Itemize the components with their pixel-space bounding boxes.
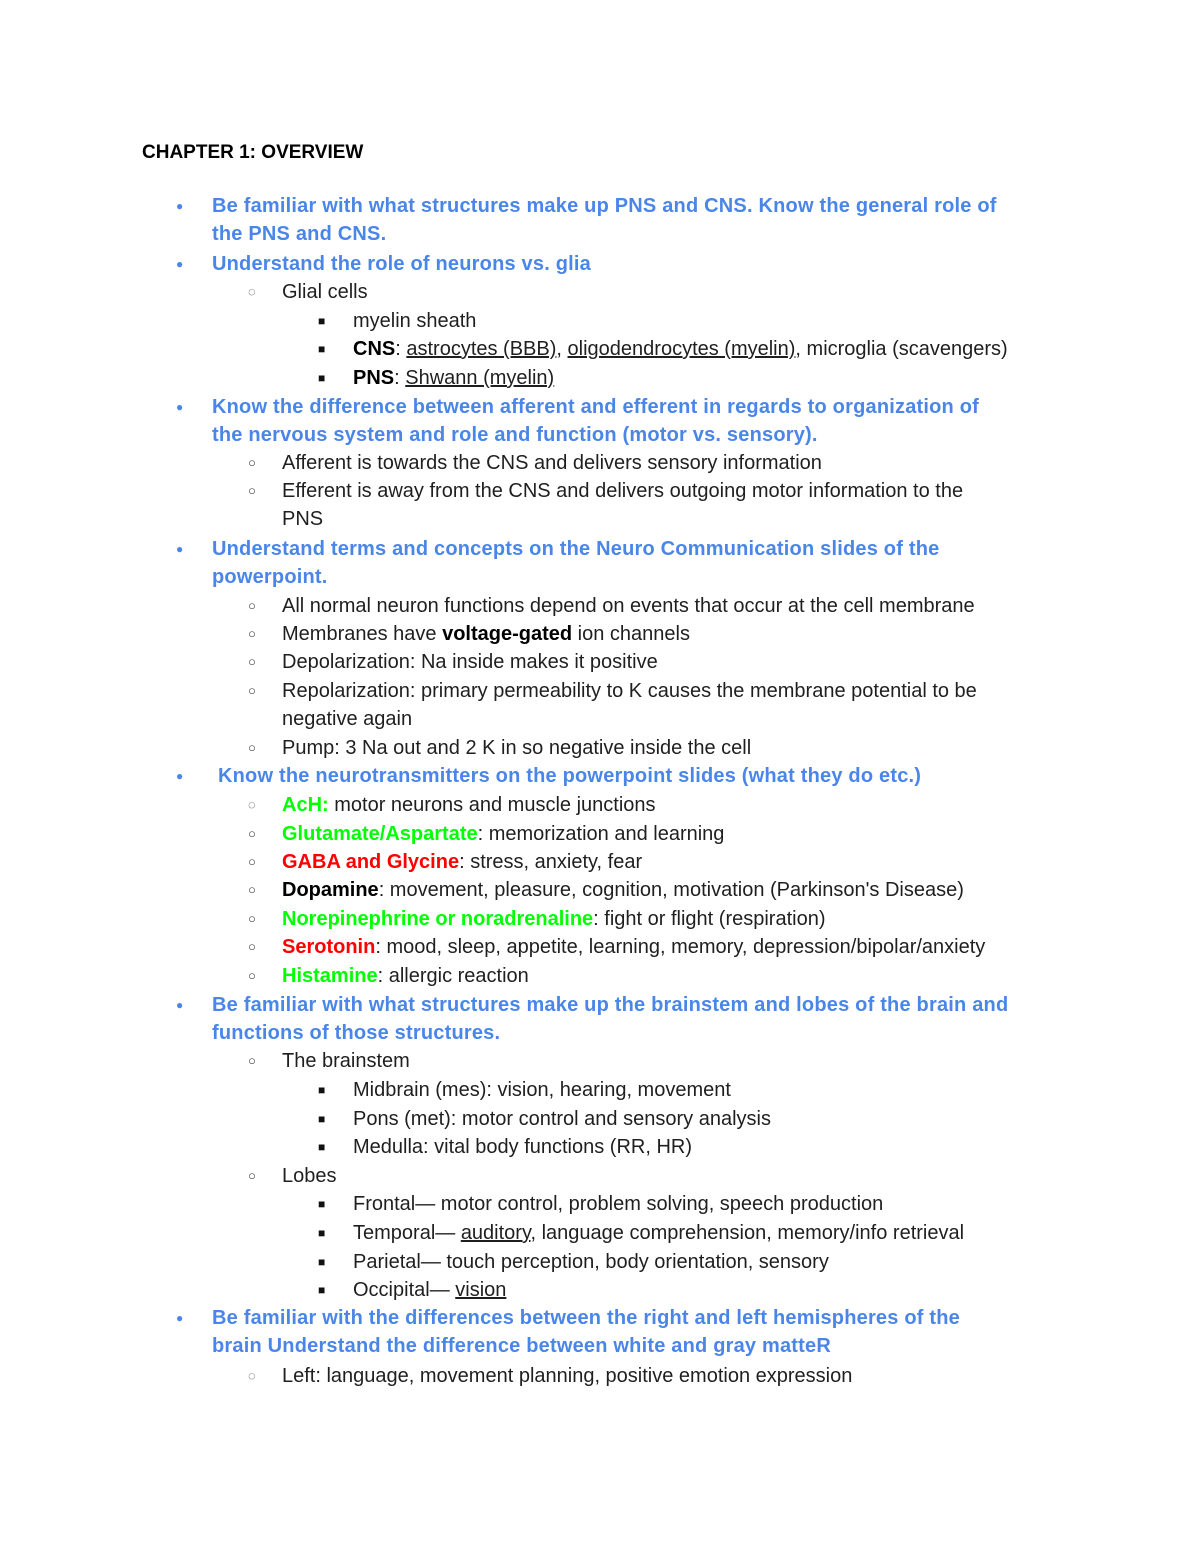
list-item-depolarization: Depolarization: Na inside makes it positive xyxy=(282,651,658,673)
circle-bullet-icon: ○ xyxy=(248,683,256,698)
gaba-desc: : stress, anxiety, fear xyxy=(459,851,643,873)
heading-neuro-communication-line2: powerpoint. xyxy=(212,566,328,588)
auditory-text: auditory xyxy=(460,1222,531,1244)
list-item-midbrain: Midbrain (mes): vision, hearing, movement xyxy=(353,1079,731,1101)
shwann-text: Shwann (myelin) xyxy=(405,367,555,389)
temporal-prefix: Temporal— xyxy=(353,1222,461,1244)
list-item-parietal: Parietal— touch perception, body orientation, sensory xyxy=(353,1251,829,1273)
disc-bullet-icon: ● xyxy=(176,542,184,556)
list-item-histamine xyxy=(282,962,529,991)
vision-text: vision xyxy=(455,1279,507,1301)
circle-bullet-icon: ○ xyxy=(248,911,256,926)
list-item-brainstem: The brainstem xyxy=(282,1050,410,1072)
square-bullet-icon: ■ xyxy=(318,1255,326,1269)
square-bullet-icon: ■ xyxy=(318,1226,326,1240)
temporal-suffix: , language comprehension, memory/info retrieval xyxy=(530,1222,965,1244)
disc-bullet-icon: ● xyxy=(176,400,184,414)
chapter-title: CHAPTER 1: OVERVIEW xyxy=(142,142,364,163)
heading-brainstem-lobes-line2: functions of those structures. xyxy=(212,1022,501,1044)
list-item-pns-glia xyxy=(353,364,554,393)
circle-bullet-icon: ○ xyxy=(248,882,256,897)
square-bullet-icon: ■ xyxy=(318,371,326,385)
list-item-dopamine xyxy=(282,876,964,905)
list-item-myelin-sheath: myelin sheath xyxy=(353,310,477,332)
voltage-gated-bold: voltage-gated xyxy=(442,623,573,645)
circle-bullet-icon: ○ xyxy=(248,654,256,669)
dotted-circle-bullet-icon: ◌ xyxy=(248,797,256,812)
list-item-pump: Pump: 3 Na out and 2 K in so negative inside the cell xyxy=(282,737,752,759)
list-item-pons: Pons (met): motor control and sensory analysis xyxy=(353,1108,771,1130)
dopamine-label: Dopamine xyxy=(282,879,379,901)
gaba-label: GABA and Glycine xyxy=(282,851,460,873)
list-item-occipital xyxy=(353,1276,506,1305)
list-item-frontal: Frontal— motor control, problem solving, speech production xyxy=(353,1193,884,1215)
ach-desc: motor neurons and muscle junctions xyxy=(328,794,656,816)
heading-brainstem-lobes-line1: Be familiar with what structures make up the brainstem and lobes of the brain and xyxy=(212,994,1009,1016)
occipital-prefix: Occipital— xyxy=(353,1279,456,1301)
circle-bullet-icon: ○ xyxy=(248,826,256,841)
circle-bullet-icon: ○ xyxy=(248,740,256,755)
disc-bullet-icon: ● xyxy=(176,998,184,1012)
cns-colon: : xyxy=(395,338,407,360)
cns-comma: , xyxy=(556,338,568,360)
pns-label: PNS xyxy=(353,367,395,389)
list-item-lobes: Lobes xyxy=(282,1165,337,1187)
circle-bullet-icon: ○ xyxy=(248,455,256,470)
heading-pns-cns-line1: Be familiar with what structures make up PNS and CNS. Know the general role of xyxy=(212,195,997,217)
circle-bullet-icon: ○ xyxy=(248,854,256,869)
glutamate-label: Glutamate/Aspartate xyxy=(282,823,478,845)
disc-bullet-icon: ● xyxy=(176,769,184,783)
voltage-gated-suffix: ion channels xyxy=(572,623,690,645)
square-bullet-icon: ■ xyxy=(318,1112,326,1126)
square-bullet-icon: ■ xyxy=(318,1283,326,1297)
circle-bullet-icon: ○ xyxy=(248,1053,256,1068)
heading-neurotransmitters: Know the neurotransmitters on the powerpoint slides (what they do etc.) xyxy=(218,765,922,787)
list-item-temporal xyxy=(353,1219,964,1248)
square-bullet-icon: ■ xyxy=(318,1140,326,1154)
circle-bullet-icon: ○ xyxy=(248,598,256,613)
list-item-medulla: Medulla: vital body functions (RR, HR) xyxy=(353,1136,693,1158)
list-item-norepinephrine xyxy=(282,905,826,934)
square-bullet-icon: ■ xyxy=(318,1197,326,1211)
histamine-desc: : allergic reaction xyxy=(377,965,529,987)
astrocytes-text: astrocytes (BBB) xyxy=(406,338,557,360)
circle-bullet-icon: ○ xyxy=(248,968,256,983)
square-bullet-icon: ■ xyxy=(318,314,326,328)
glutamate-desc: : memorization and learning xyxy=(477,823,725,845)
disc-bullet-icon: ● xyxy=(176,199,184,213)
circle-bullet-icon: ○ xyxy=(248,1168,256,1183)
circle-bullet-icon: ○ xyxy=(248,626,256,641)
list-item-efferent-line2: PNS xyxy=(282,508,324,530)
list-item-cell-membrane: All normal neuron functions depend on events that occur at the cell membrane xyxy=(282,595,975,617)
list-item-efferent-line1: Efferent is away from the CNS and delivers outgoing motor information to the xyxy=(282,480,964,502)
serotonin-desc: : mood, sleep, appetite, learning, memory, depression/bipolar/anxiety xyxy=(375,936,986,958)
norepinephrine-label: Norepinephrine or noradrenaline xyxy=(282,908,594,930)
oligodendrocytes-text: oligodendrocytes (myelin) xyxy=(567,338,796,360)
histamine-label: Histamine xyxy=(282,965,378,987)
cns-label: CNS xyxy=(353,338,396,360)
list-item-glutamate xyxy=(282,820,724,849)
heading-neurons-glia: Understand the role of neurons vs. glia xyxy=(212,253,591,275)
dotted-circle-bullet-icon: ◌ xyxy=(248,1368,256,1383)
pns-colon: : xyxy=(394,367,406,389)
heading-hemispheres-line1: Be familiar with the differences between the right and left hemispheres of the xyxy=(212,1307,960,1329)
heading-neuro-communication-line1: Understand terms and concepts on the Neuro Communication slides of the xyxy=(212,538,940,560)
list-item-repolarization-line1: Repolarization: primary permeability to K causes the membrane potential to be xyxy=(282,680,977,702)
heading-pns-cns-line2: the PNS and CNS. xyxy=(212,223,387,245)
heading-hemispheres-line2: brain Understand the difference between white and gray matteR xyxy=(212,1335,831,1357)
circle-bullet-icon: ○ xyxy=(248,483,256,498)
ach-label: AcH: xyxy=(282,794,329,816)
list-item-serotonin xyxy=(282,933,985,962)
square-bullet-icon: ■ xyxy=(318,1083,326,1097)
list-item-ach xyxy=(282,791,656,820)
microglia-text: , microglia (scavengers) xyxy=(795,338,1008,360)
list-item-cns-glia xyxy=(353,335,1008,364)
list-item-left-hemisphere: Left: language, movement planning, positive emotion expression xyxy=(282,1365,853,1387)
disc-bullet-icon: ● xyxy=(176,1311,184,1325)
square-bullet-icon: ■ xyxy=(318,342,326,356)
list-item-repolarization-line2: negative again xyxy=(282,708,413,730)
voltage-gated-prefix: Membranes have xyxy=(282,623,443,645)
disc-bullet-icon: ● xyxy=(176,257,184,271)
norepinephrine-desc: : fight or flight (respiration) xyxy=(593,908,826,930)
list-item-voltage-gated xyxy=(282,620,690,649)
heading-afferent-efferent-line1: Know the difference between afferent and efferent in regards to organization of xyxy=(212,396,980,418)
dopamine-desc: : movement, pleasure, cognition, motivation (Parkinson's Disease) xyxy=(378,879,964,901)
list-item-glial-cells: Glial cells xyxy=(282,281,368,303)
heading-afferent-efferent-line2: the nervous system and role and function (motor vs. sensory). xyxy=(212,424,818,446)
list-item-gaba xyxy=(282,848,642,877)
dotted-circle-bullet-icon: ◌ xyxy=(248,284,256,299)
circle-bullet-icon: ○ xyxy=(248,939,256,954)
serotonin-label: Serotonin xyxy=(282,936,376,958)
list-item-afferent: Afferent is towards the CNS and delivers sensory information xyxy=(282,452,822,474)
